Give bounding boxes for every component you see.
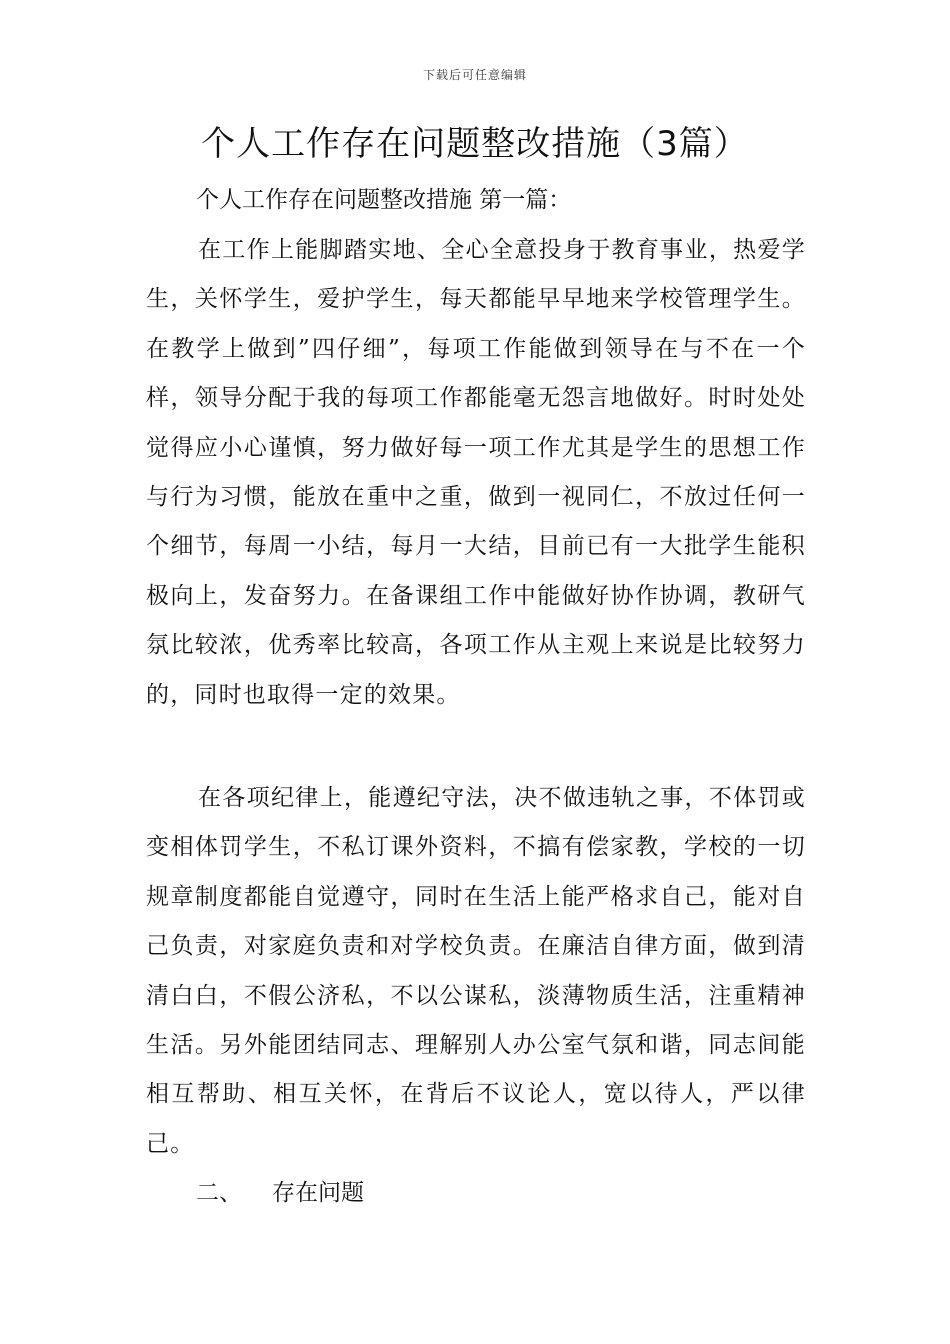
section-title: 存在问题 [272,1180,364,1206]
body-paragraph-2: 在各项纪律上，能遵纪守法，决不做违轨之事，不体罚或变相体罚学生，不私订课外资料，不搞有偿家教，学校的一切规章制度都能自觉遵守，同时在生活上能严格求自己，能对自己负责，对家庭负责和对学校负责。在廉洁自律方面，做到清清白白，不假公济私，不以公谋私，淡薄物质生活，注重精神生活。另外能团结同志、理解别人办公室气氛和谐，同志间能相互帮助、相互关怀，在背后不议论人，宽以待人，严以律己。 [146,785,806,1157]
section-number: 二、 [196,1180,242,1206]
body-paragraph-1: 在工作上能脚踏实地、全心全意投身于教育事业，热爱学生，关怀学生，爱护学生，每天都能早早地来学校管理学生。在教学上做到”四仔细”，每项工作能做到领导在与不在一个样，领导分配于我的每项工作都能毫无怨言地做好。时时处处觉得应小心谨慎，努力做好每一项工作尤其是学生的思想工作与行为习惯，能放在重中之重，做到一视同仁，不放过任何一个细节，每周一小结，每月一大结，目前已有一大批学生能积极向上，发奋努力。在备课组工作中能做好协作协调，教研气氛比较浓，优秀率比较高，各项工作从主观上来说是比较努力的，同时也取得一定的效果。 [146,237,806,708]
document-subtitle: 个人工作存在问题整改措施 第一篇： [196,187,572,213]
header-note: 下载后可任意编辑 [422,68,527,82]
section-heading [196,1175,364,1211]
document-title: 个人工作存在问题整改措施（3篇） [201,124,749,164]
